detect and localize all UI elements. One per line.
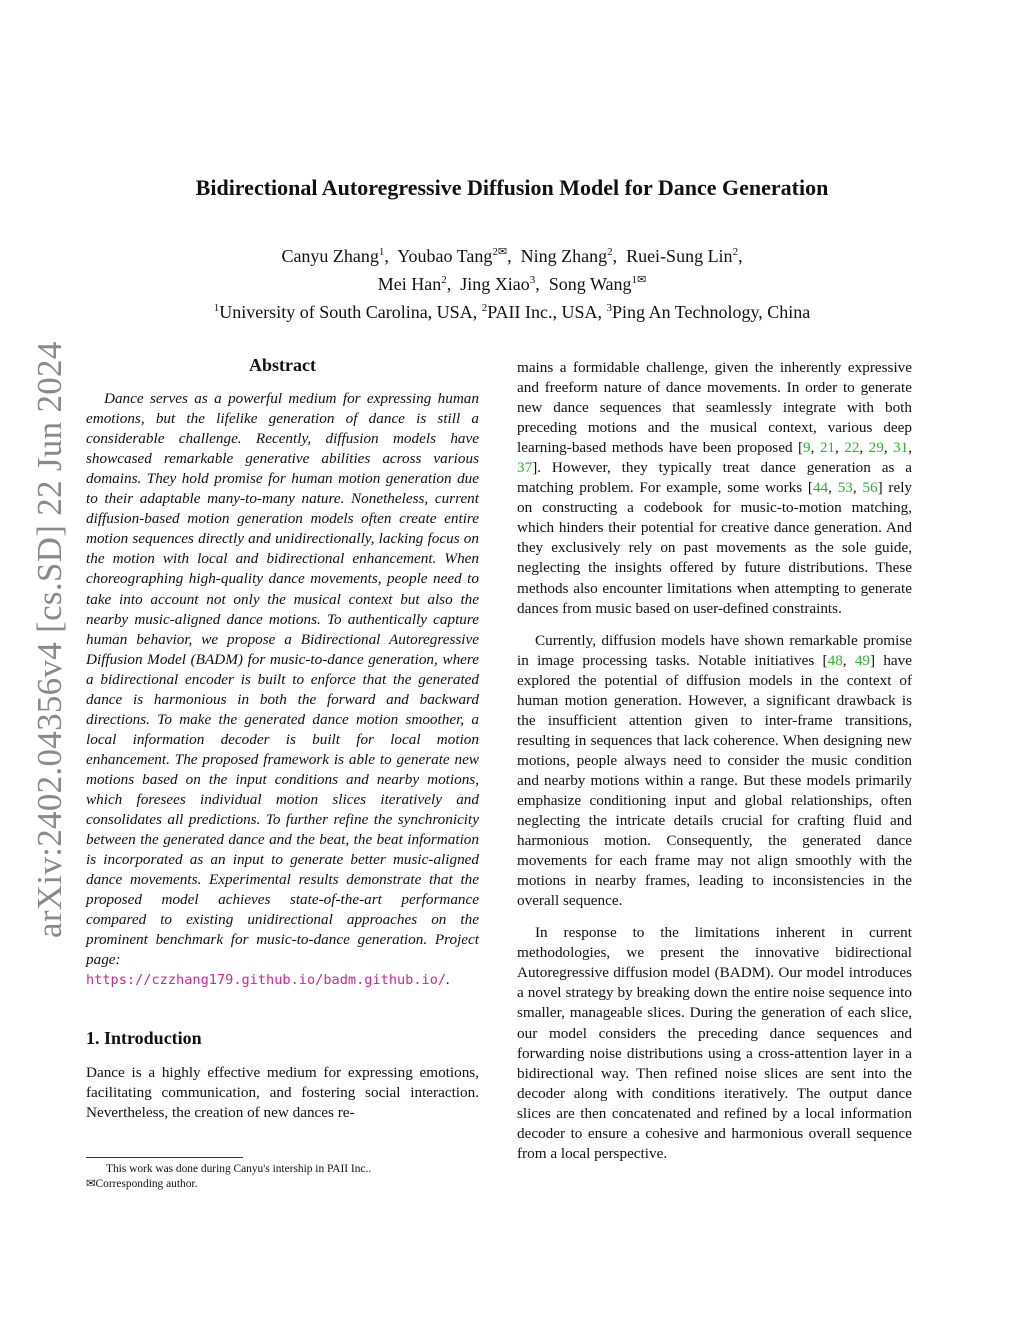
- text: ] rely on constructing a codebook for music-to-motion matching, which hinders their potential for creative dance generation. And they exclusively rely on past movements as the sole guide, neglecting the insights offered by future distributions. These methods also encounter limitations when attempting to generate dances from music based on user-defined constraints.: [517, 479, 913, 617]
- author-sup: 2: [732, 246, 739, 258]
- citation-link[interactable]: 37: [517, 459, 533, 477]
- author-line-1: Canyu Zhang$^1$, Youbao Tang$^{2✉}$, Ning Zhang$^2$, Ruei-Sung Lin$^2$,: [281, 246, 743, 266]
- author-sup: 1✉: [631, 274, 647, 286]
- author-block: [0, 240, 1024, 324]
- author: Jing Xiao: [460, 274, 530, 294]
- citation-link[interactable]: 21: [819, 439, 836, 457]
- project-page-link[interactable]: https://czzhang179.github.io/badm.github.io/: [86, 972, 447, 989]
- arxiv-identifier: arXiv:2402.04356v4 [cs.SD] 22 Jun 2024: [30, 341, 69, 938]
- author-sup: 2✉: [492, 246, 508, 258]
- citation-link[interactable]: 53: [837, 479, 853, 497]
- author-sup: 2: [441, 274, 447, 286]
- footnote-line: ✉Corresponding author.: [86, 1178, 198, 1190]
- citation-link[interactable]: 31: [893, 439, 909, 457]
- citation-link[interactable]: 9: [803, 439, 811, 457]
- citation-link[interactable]: 56: [862, 479, 878, 497]
- citation-link[interactable]: 44: [812, 479, 829, 497]
- affil-sup: 2: [481, 302, 488, 314]
- affil-sup: 3: [606, 302, 613, 314]
- author-sup: 3: [529, 274, 536, 286]
- affil-sup: 1: [213, 302, 220, 314]
- paper-title: Bidirectional Autoregressive Diffusion Model for Dance Generation: [195, 175, 829, 200]
- footnote-line: This work was done during Canyu's intership in PAII Inc..: [106, 1163, 372, 1175]
- author-sup: 2: [607, 246, 613, 258]
- affiliations: [0, 296, 1024, 324]
- paragraph: mains a formidable challenge, given the inherently expressive and freeform nature of dance movements. In order to generate new dance sequences that seamlessly integrate with both preceding motions and the musical context, various deep learning-based methods have been proposed [9, 21, 22, 29, 31, 37]. However, they typically treat dance generation as a matching problem. For example, some works [44, 53, 56] rely on constructing a codebook for music-to-motion matching, which hinders their potential for creative dance generation. And they exclusively rely on past movements as the sole guide, neglecting the insights offered by future distributions. These methods also encounter limitations when attempting to generate dances from music based on user-defined constraints.: [517, 359, 913, 617]
- text: Currently, diffusion models have shown remarkable promise in image processing tasks. Notable initiatives [: [517, 631, 912, 669]
- paragraph: In response to the limitations inherent in current methodologies, we present the innovative bidirectional Autoregressive diffusion model (BADM). Our model introduces a novel strategy by breaking down the entire noise sequence into smaller, manageable slices. During the generation of each slice, our model considers the preceding dance sequences and forwarding noise distributions using a cross-attention layer in a bidirectional way. Then refined noise slices are sent into the decoder along with conditions iteratively. The output dance slices are then concatenated and refined by a local information decoder to ensure a cohesive and harmonious overall sequence from a local perspective.: [517, 924, 912, 1162]
- author: Ning Zhang: [520, 246, 608, 266]
- abstract-text: [86, 389, 479, 990]
- footnote-rule: [86, 1157, 243, 1158]
- right-column: [517, 358, 912, 1176]
- author-sup: 1: [378, 246, 385, 258]
- author: Mei Han: [377, 274, 442, 294]
- abstract-body: Dance serves as a powerful medium for expressing human emotions, but the lifelike generation of dance is still a considerable challenge. Recently, diffusion models have showcased remarkable generative abilities across various domains. They hold promise for human motion generation due to their adaptable many-to-many nature. Nonetheless, current diffusion-based motion generation models often create entire motion sequences directly and unidirectionally, lacking focus on the motion with local and bidirectional enhancement. When choreographing high-quality dance movements, people need to take into account not only the musical context but also the nearby music-aligned dance motions. To authentically capture human behavior, we propose a Bidirectional Autoregressive Diffusion Model (BADM) for music-to-dance generation, where a bidirectional encoder is built to enforce that the generated dance is harmonious in both the forward and backward directions. To make the generated dance motion smoother, a local information decoder is built for local motion enhancement. The proposed framework is able to generate new motions based on the input conditions and nearby motions, which foresees individual motion slices iteratively and consolidates all predictions. To further refine the synchronicity between the generated dance and the beat, the beat information is incorporated as an input to generate better music-aligned dance movements. Experimental results demonstrate that the proposed model achieves state-of-the-art performance compared to existing unidirectional approaches on the prominent benchmark for music-to-dance generation. Project page:: [86, 390, 479, 969]
- intro-paragraph: Dance is a highly effective medium for expressing emotions, facilitating communication, and fostering social interaction. Nevertheless, the creation of new dances re-: [86, 1063, 479, 1121]
- affiliation: University of South Carolina, USA,: [219, 302, 482, 322]
- footnote: [86, 1162, 479, 1192]
- author: Song Wang: [548, 274, 632, 294]
- citation-link[interactable]: 48: [827, 651, 843, 669]
- text: ] have explored the potential of diffusion models in the context of human motion generation. However, a significant drawback is the insufficient attention given to inter-frame transitions, resulting in sequences that lack coherence. When designing new motions, people always need to consider the music condition and nearby motions within a range. But these models primarily emphasize conditioning input and global relationships, often neglecting the intricate details crucial for crafting fluid and harmonious motion. Consequently, the generated dance movements for each frame may not align smoothly with the motions in nearby frames, leading to inconsistencies in the overall sequence.: [517, 651, 912, 910]
- author: Youbao Tang: [397, 246, 493, 266]
- affiliation: Ping An Technology, China: [612, 302, 811, 322]
- abstract-heading: Abstract: [249, 355, 316, 375]
- author: Canyu Zhang: [281, 246, 379, 266]
- author: Ruei-Sung Lin: [626, 246, 733, 266]
- citation-link[interactable]: 29: [868, 439, 884, 457]
- citation-link[interactable]: 49: [854, 651, 871, 669]
- paragraph: Currently, diffusion models have shown remarkable promise in image processing tasks. Notable initiatives [48, 49] have explored the potential of diffusion models in the context of human motion generation. However, a significant drawback is the insufficient attention given to inter-frame transitions, resulting in sequences that lack coherence. When designing new motions, people always need to consider the music condition and nearby motions within a range. But these models primarily emphasize conditioning input and global relationships, often neglecting the intricate details crucial for crafting fluid and harmonious motion. Consequently, the generated dance movements for each frame may not align smoothly with the motions in nearby frames, leading to inconsistencies in the overall sequence.: [517, 631, 912, 910]
- abstract-end: .: [446, 971, 450, 989]
- author-line-2: Mei Han$^2$, Jing Xiao$^3$, Song Wang$^{1✉}$: [377, 274, 647, 294]
- affiliation: PAII Inc., USA,: [487, 302, 607, 322]
- citation-link[interactable]: 22: [844, 439, 860, 457]
- text: ]. However, they typically treat dance generation as a matching problem. For example, some works [: [517, 459, 912, 497]
- section-heading-introduction: 1. Introduction: [86, 1028, 202, 1049]
- left-column: [86, 355, 479, 1123]
- text: mains a formidable challenge, given the inherently expressive and freeform nature of dance movements. In order to generate new dance sequences that seamlessly integrate with both preceding motions and the musical context, various deep learning-based methods have been proposed [: [517, 359, 912, 457]
